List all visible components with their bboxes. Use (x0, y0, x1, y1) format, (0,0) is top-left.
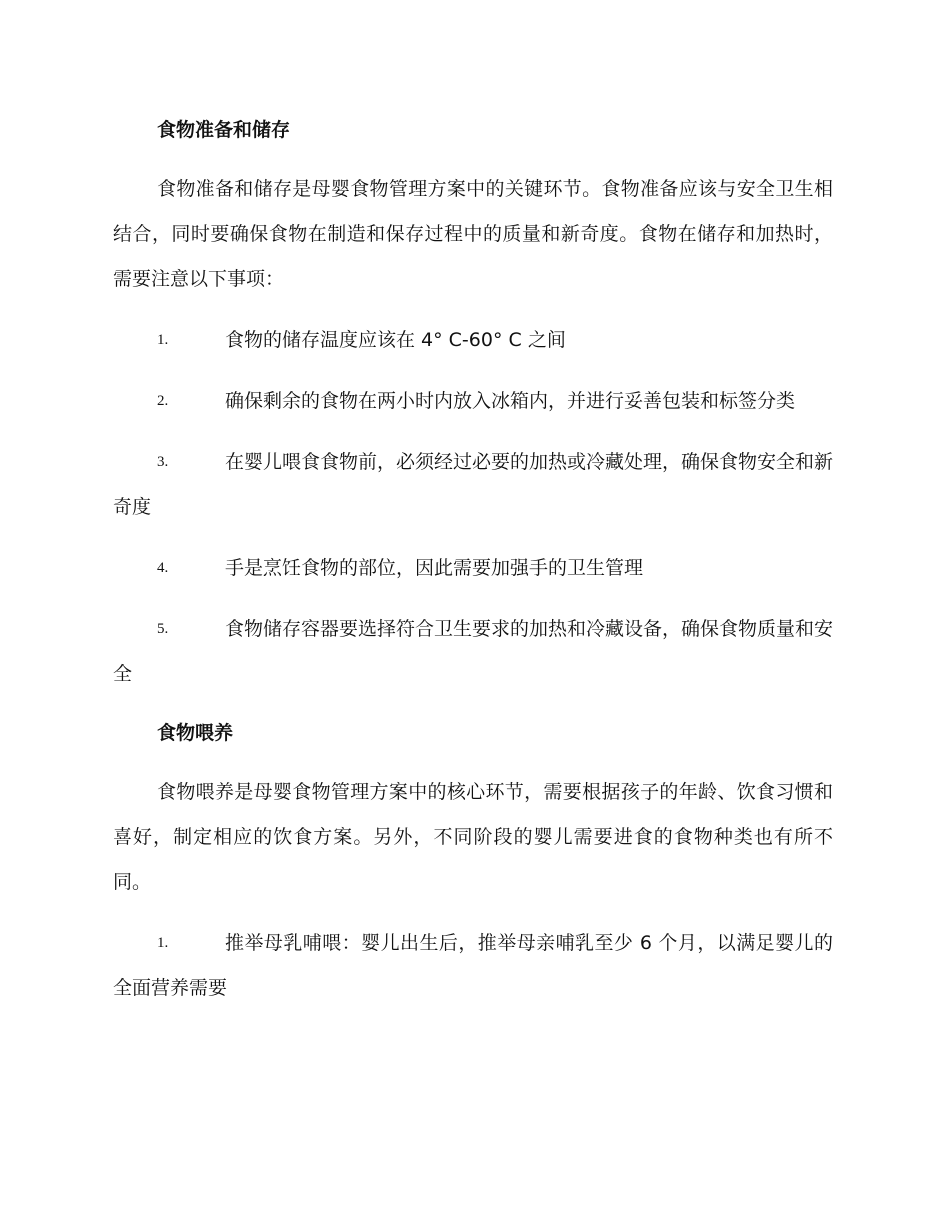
list-item (113, 379, 833, 424)
list-item-text: 确保剩余的食物在两小时内放入冰箱内，并进行妥善包装和标签分类 (225, 390, 796, 412)
list-number: 2. (157, 393, 169, 409)
list-item-text: 食物的储存温度应该在 4° C-60° C 之间 (225, 329, 566, 351)
list-item (113, 318, 833, 363)
paragraph-feeding-intro: 食物喂养是母婴食物管理方案中的核心环节，需要根据孩子的年龄、饮食习惯和喜好，制定相应的饮食方案。另外，不同阶段的婴儿需要进食的食物种类也有所不同。 (113, 781, 833, 893)
list-number: 5. (157, 621, 169, 637)
list-item (113, 607, 833, 697)
document-page (113, 108, 833, 1011)
list-number: 1. (157, 332, 169, 348)
list-item (113, 546, 833, 591)
list-item (113, 440, 833, 530)
section-heading-feeding: 食物喂养 (157, 722, 234, 744)
list-item-text: 在婴儿喂食食物前，必须经过必要的加热或冷藏处理，确保食物安全和新奇度 (113, 451, 834, 518)
list-number: 1. (157, 935, 169, 951)
paragraph-food-prep-intro: 食物准备和储存是母婴食物管理方案中的关键环节。食物准备应该与安全卫生相结合，同时要确保食物在制造和保存过程中的质量和新奇度。食物在储存和加热时，需要注意以下事项： (113, 178, 833, 290)
list-item-text: 推举母乳哺喂：婴儿出生后，推举母亲哺乳至少 6 个月，以满足婴儿的全面营养需要 (113, 932, 833, 999)
list-item-text: 手是烹饪食物的部位，因此需要加强手的卫生管理 (225, 557, 644, 579)
list-item-text: 食物储存容器要选择符合卫生要求的加热和冷藏设备，确保食物质量和安全 (113, 618, 834, 685)
list-item (113, 921, 833, 1011)
list-number: 4. (157, 560, 169, 576)
section-heading-food-prep: 食物准备和储存 (157, 119, 291, 141)
list-number: 3. (157, 454, 169, 470)
